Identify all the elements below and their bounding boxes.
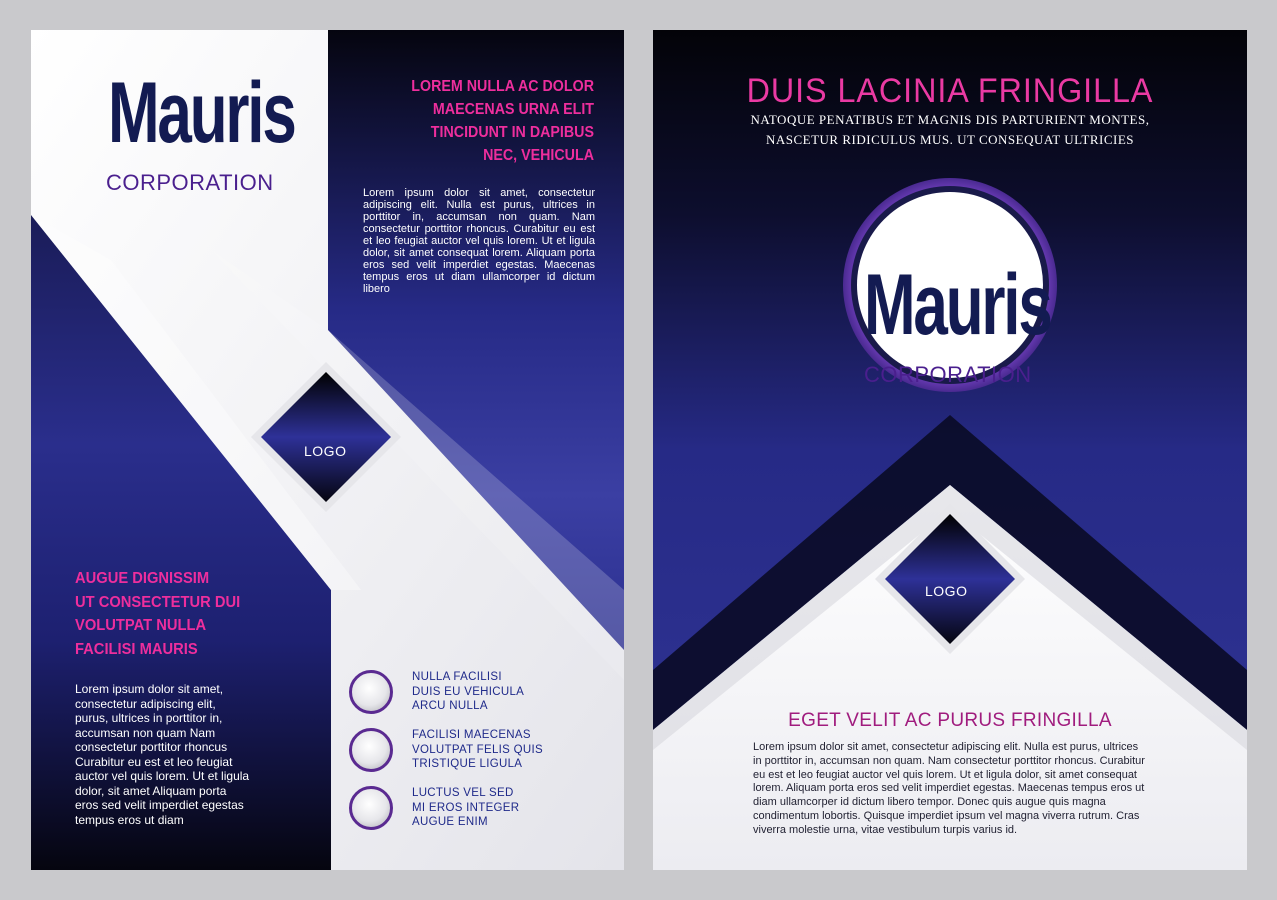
bullet-text	[412, 728, 543, 772]
bullet-line: TRISTIQUE LIGULA	[412, 758, 523, 770]
bullet-line: ARCU NULLA	[412, 700, 488, 712]
left-headline-line: NEC, VEHICULA	[483, 147, 594, 164]
left-corporation-label: CORPORATION	[106, 170, 274, 195]
bullet-circle-icon	[349, 670, 393, 714]
body-line: Lorem ipsum dolor sit amet,	[75, 682, 224, 696]
right-title: DUIS LACINIA FRINGILLA	[746, 72, 1154, 110]
body-line: purus, ultrices in porttitor in,	[75, 711, 223, 725]
right-subtitle-line-1: NATOQUE PENATIBUS ET MAGNIS DIS PARTURIENT MONTES,	[750, 112, 1150, 127]
bullet-text	[412, 786, 519, 830]
left-subheadline-line: AUGUE DIGNISSIM	[75, 570, 210, 587]
bullet-line: LUCTUS VEL SED	[412, 787, 514, 799]
bullet-line: FACILISI MAECENAS	[412, 729, 531, 741]
bullet-circle-icon	[349, 728, 393, 772]
body-line: consectetur adipiscing elit,	[75, 696, 216, 711]
bullet-line: AUGUE ENIM	[412, 816, 488, 828]
bullet-line: VOLUTPAT FELIS QUIS	[412, 743, 543, 756]
right-logo-placeholder: LOGO	[925, 583, 968, 599]
left-brand-name: Mauris	[108, 65, 295, 161]
left-headline-line: TINCIDUNT IN DAPIBUS	[430, 124, 594, 141]
left-body-text: Lorem ipsum dolor sit amet, consectetur adipiscing elit. Nulla est purus, ultrices in porttitor in, accumsan non quam. Nam consectetur porttitor rhoncus. Curabitur eu est et leo feugiat auctor vel quis lorem. Ut et ligula dolor, sit amet consequat lorem. Aliquam porta eros sed velit imperdiet egestas. Maecenas tempus eros ut diam ullamcorper id dictum libero	[363, 187, 595, 295]
left-subheadline-line: FACILISI MAURIS	[75, 640, 198, 658]
right-body-text: Lorem ipsum dolor sit amet, consectetur adipiscing elit. Nulla est purus, ultrices in porttitor in, accumsan non quam. Nam consectetur porttitor rhoncus. Curabitur eu est et leo feugiat auctor vel quis lorem. Ut et ligula dolor, sit amet consequat lorem. Aliquam porta eros sed velit imperdiet egestas. Maecenas tempus eros ut diam ullamcorper id dictum libero tempor. Donec quis augue quis magna condimentum lobortis. Quisque imperdiet ipsum vel magna viverra rutrum. Cras viverra molestie urna, vitae vestibulum turpis varius id.	[753, 741, 1145, 836]
left-headline-line: MAECENAS URNA ELIT	[432, 101, 594, 118]
left-subheadline-line: UT CONSECTETUR DUI	[75, 593, 241, 611]
right-corporation-label: CORPORATION	[864, 362, 1032, 387]
bullet-item	[349, 670, 609, 716]
left-body-text-2	[75, 682, 325, 827]
body-line: eros sed velit imperdiet egestas	[75, 798, 244, 812]
body-line: tempus eros ut diam	[75, 812, 184, 827]
body-line: Curabitur eu est et leo feugiat	[75, 754, 233, 769]
left-subheadline-line: VOLUTPAT NULLA	[75, 617, 207, 634]
left-headline	[382, 75, 594, 167]
left-headline-line: LOREM NULLA AC DOLOR	[411, 78, 594, 95]
left-brochure-page	[31, 30, 624, 870]
body-line: accumsan non quam Nam	[75, 725, 216, 740]
body-line: dolor, sit amet Aliquam porta	[75, 783, 227, 798]
bullet-text	[412, 670, 524, 714]
right-brochure-page	[653, 30, 1247, 870]
bullet-item	[349, 786, 609, 832]
bullet-line: NULLA FACILISI	[412, 671, 502, 683]
right-brand-name: Mauris	[864, 257, 1051, 353]
right-subtitle-line-2: NASCETUR RIDICULUS MUS. UT CONSEQUAT ULTRICIES	[765, 132, 1135, 147]
bullet-item	[349, 728, 609, 774]
left-logo-placeholder: LOGO	[304, 443, 347, 459]
left-subheadline	[75, 567, 296, 661]
bullet-line: DUIS EU VEHICULA	[412, 685, 525, 698]
body-line: consectetur porttitor rhoncus	[75, 740, 228, 754]
bullet-circle-icon	[349, 786, 393, 830]
bullet-line: MI EROS INTEGER	[412, 801, 520, 814]
body-line: auctor vel quis lorem. Ut et ligula	[75, 769, 250, 783]
right-headline: EGET VELIT AC PURUS FRINGILLA	[788, 710, 1112, 731]
